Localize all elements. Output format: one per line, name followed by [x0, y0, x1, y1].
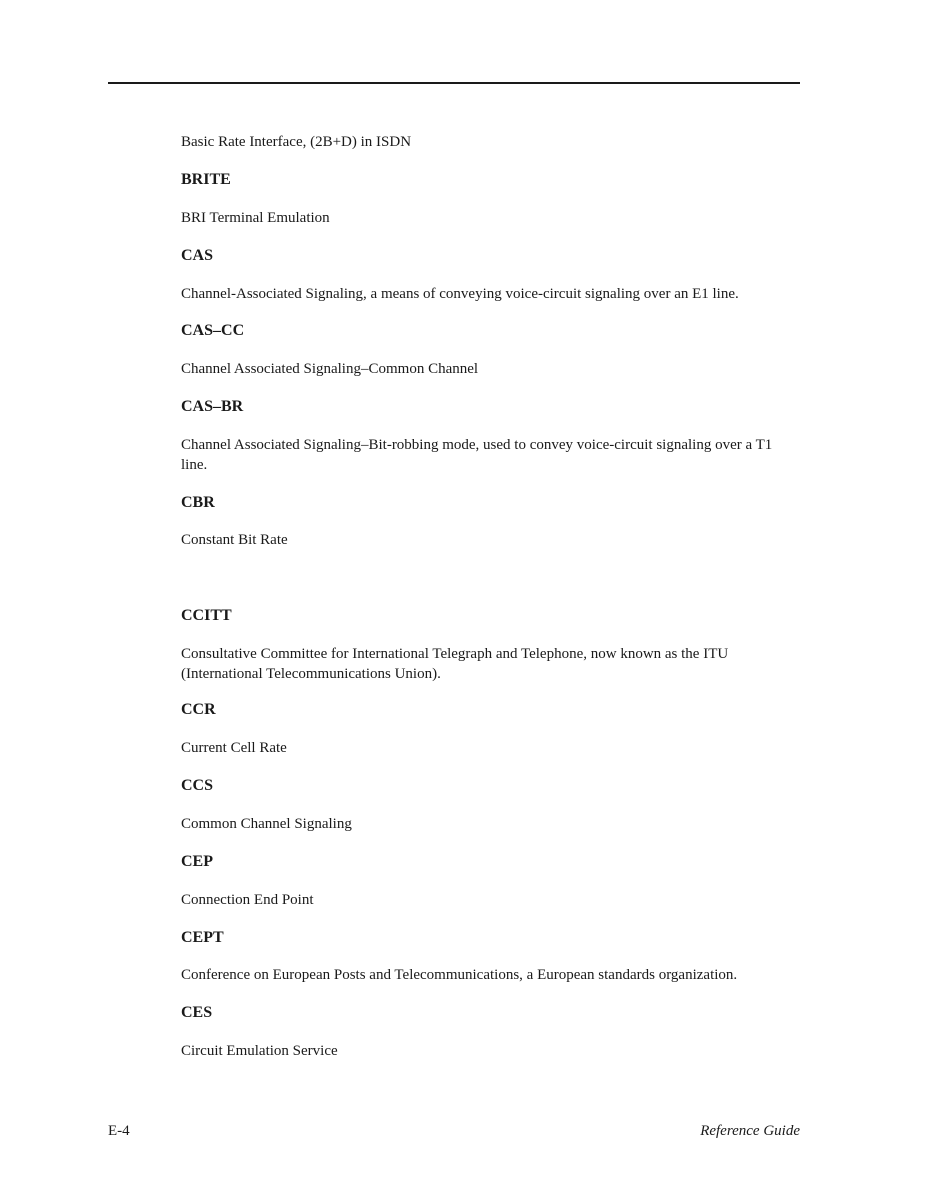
term-cas-br: CAS–BR: [181, 398, 244, 415]
intro-definition: Basic Rate Interface, (2B+D) in ISDN: [181, 134, 412, 150]
term-brite: BRITE: [181, 171, 231, 188]
term-cbr: CBR: [181, 494, 215, 511]
definition-cept: Conference on European Posts and Telecommunications, a European standards organization.: [181, 967, 738, 983]
definition-cas: Channel-Associated Signaling, a means of conveying voice-circuit signaling over an E1 line.: [181, 286, 739, 302]
definition-cbr: Constant Bit Rate: [181, 532, 288, 548]
definition-ccs: Common Channel Signaling: [181, 816, 352, 832]
page-number: E-4: [108, 1123, 130, 1139]
term-cept: CEPT: [181, 929, 224, 946]
term-ccr: CCR: [181, 701, 216, 718]
book-title: Reference Guide: [700, 1123, 800, 1139]
definition-cep: Connection End Point: [181, 892, 314, 908]
definition-cas-br: Channel Associated Signaling–Bit-robbing mode, used to convey voice-circuit signaling over a T1 line.: [181, 437, 773, 473]
definition-ccitt: Consultative Committee for International Telegraph and Telephone, now known as the ITU (International Telecommunications Union).: [181, 646, 729, 682]
definition-cas-cc: Channel Associated Signaling–Common Channel: [181, 361, 479, 377]
term-cas: CAS: [181, 247, 214, 264]
term-cep: CEP: [181, 853, 213, 870]
term-cas-cc: CAS–CC: [181, 322, 245, 339]
definition-brite: BRI Terminal Emulation: [181, 210, 330, 226]
header-rule: [108, 82, 800, 84]
definition-ces: Circuit Emulation Service: [181, 1043, 338, 1059]
definition-ccr: Current Cell Rate: [181, 740, 287, 756]
term-ccitt: CCITT: [181, 607, 232, 624]
term-ces: CES: [181, 1004, 213, 1021]
term-ccs: CCS: [181, 777, 214, 794]
